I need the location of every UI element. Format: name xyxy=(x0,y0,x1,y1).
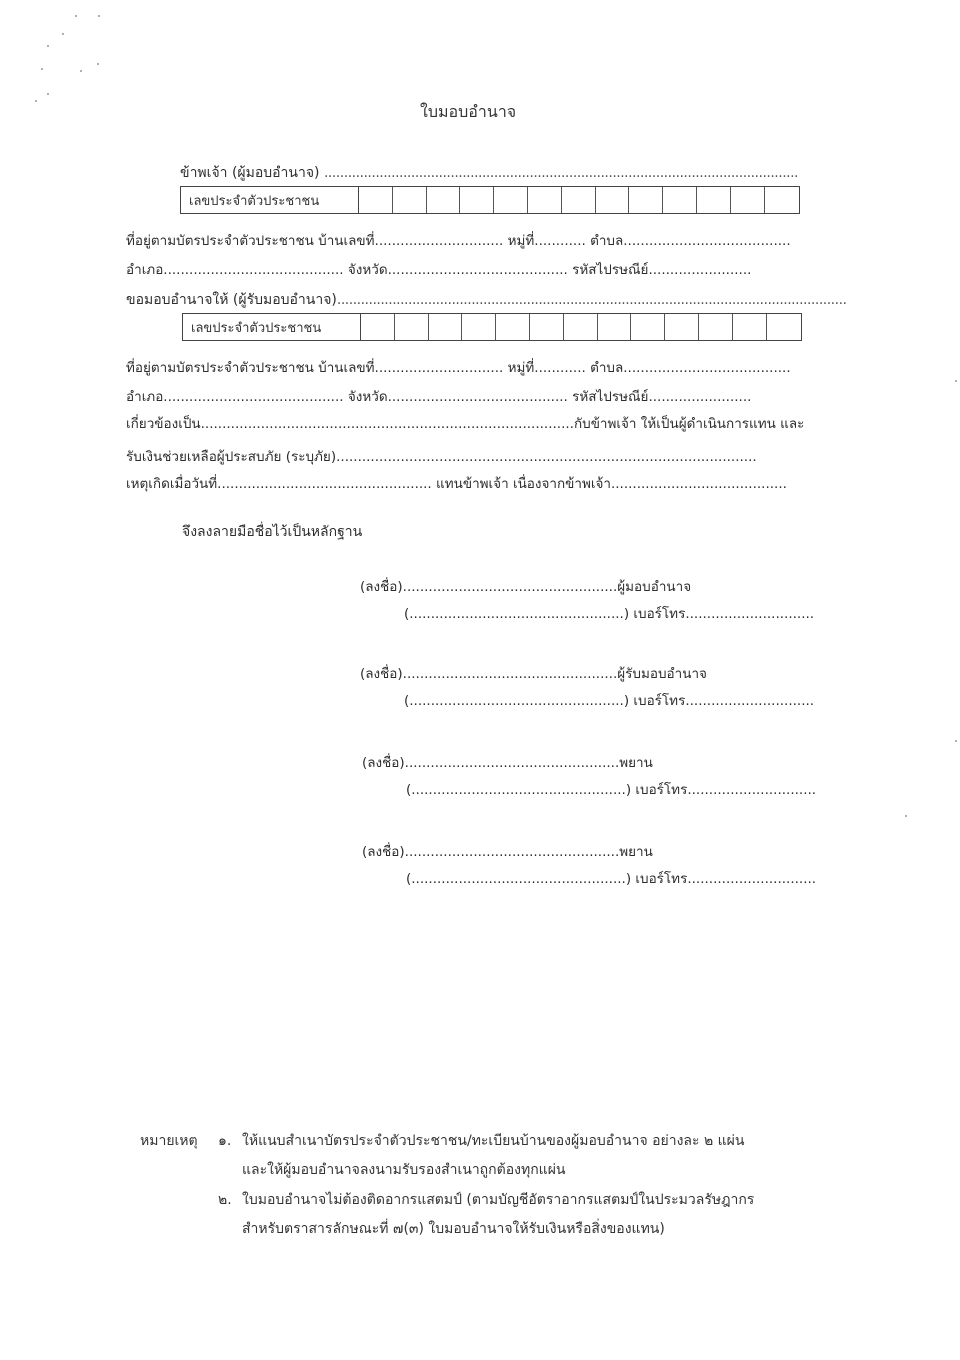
id-digit-cell[interactable] xyxy=(361,314,395,340)
grantee-address-line-1[interactable]: ที่อยู่ตามบัตรประจำตัวประชาชน บ้านเลขที่.............................. หมู่ที่............ ตำบล....................................... xyxy=(126,360,791,376)
id-digit-cell[interactable] xyxy=(530,314,564,340)
name-phone-witness-1[interactable]: (..................................................) เบอร์โทร.............................. xyxy=(406,782,817,798)
scan-speck xyxy=(47,93,49,95)
id-digit-cell[interactable] xyxy=(699,314,733,340)
note-2-line-1: ใบมอบอำนาจไม่ต้องติดอากรแสตมป์ (ตามบัญชีอัตราอากรแสตมป์ในประมวลรัษฎากร xyxy=(242,1192,755,1208)
signature-witness-2[interactable]: (ลงชื่อ)..................................................พยาน xyxy=(362,844,653,860)
scan-speck xyxy=(955,740,957,742)
id-digit-cell[interactable] xyxy=(562,187,596,213)
id-digit-cell[interactable] xyxy=(665,314,699,340)
scan-speck xyxy=(955,380,957,382)
id-digit-cell[interactable] xyxy=(496,314,530,340)
signature-witness-1[interactable]: (ลงชื่อ)..................................................พยาน xyxy=(362,755,653,771)
grantor-line xyxy=(180,163,798,183)
scan-speck xyxy=(35,100,37,102)
id-digit-cell[interactable] xyxy=(395,314,429,340)
id-digit-cell[interactable] xyxy=(629,187,663,213)
id-digit-cell[interactable] xyxy=(359,187,393,213)
name-phone-witness-2[interactable]: (..................................................) เบอร์โทร.............................. xyxy=(406,871,817,887)
grantor-id-label: เลขประจำตัวประชาชน xyxy=(181,187,359,213)
signature-grantor[interactable]: (ลงชื่อ)..................................................ผู้มอบอำนาจ xyxy=(360,579,692,595)
id-digit-cell[interactable] xyxy=(767,314,801,340)
id-digit-cell[interactable] xyxy=(427,187,461,213)
scan-speck xyxy=(47,45,49,47)
grantee-name-field[interactable]: ................................................................................................................................. xyxy=(336,292,847,308)
id-digit-cell[interactable] xyxy=(596,187,630,213)
id-digit-cell[interactable] xyxy=(429,314,463,340)
id-digit-cell[interactable] xyxy=(731,187,765,213)
note-2-line-2: สำหรับตราสารลักษณะที่ ๗(๓) ใบมอบอำนาจให้รับเงินหรือสิ่งของแทน) xyxy=(242,1221,665,1237)
note-1-line-2: และให้ผู้มอบอำนาจลงนามรับรองสำเนาถูกต้องทุกแผ่น xyxy=(242,1162,566,1178)
scan-speck xyxy=(80,70,82,72)
note-2-number: ๒. xyxy=(218,1192,232,1208)
evidence-statement: จึงลงลายมือชื่อไว้เป็นหลักฐาน xyxy=(182,524,363,540)
scan-speck xyxy=(41,68,43,70)
id-digit-cell[interactable] xyxy=(663,187,697,213)
id-digit-cell[interactable] xyxy=(564,314,598,340)
id-digit-cell[interactable] xyxy=(733,314,767,340)
name-phone-grantor[interactable]: (..................................................) เบอร์โทร.............................. xyxy=(404,606,815,622)
signature-grantee[interactable]: (ลงชื่อ)..................................................ผู้รับมอบอำนาจ xyxy=(360,666,707,682)
scan-speck xyxy=(98,15,100,17)
id-digit-cell[interactable] xyxy=(462,314,496,340)
id-digit-cell[interactable] xyxy=(460,187,494,213)
scan-speck xyxy=(62,33,64,35)
grantee-line xyxy=(126,290,846,310)
id-digit-cell[interactable] xyxy=(528,187,562,213)
scan-speck xyxy=(97,63,99,65)
grantee-address-line-2[interactable]: อำเภอ.......................................... จังหวัด.......................................... รหัสไปรษณีย์........................ xyxy=(126,389,752,405)
disaster-aid-line[interactable]: รับเงินช่วยเหลือผู้ประสบภัย (ระบุภัย).................................................................................................. xyxy=(126,449,757,465)
grantee-id-label: เลขประจำตัวประชาชน xyxy=(183,314,361,340)
id-digit-cell[interactable] xyxy=(631,314,665,340)
scan-speck xyxy=(75,15,77,17)
grantor-address-line-2[interactable]: อำเภอ.......................................... จังหวัด.......................................... รหัสไปรษณีย์........................ xyxy=(126,262,752,278)
grantor-address-line-1[interactable]: ที่อยู่ตามบัตรประจำตัวประชาชน บ้านเลขที่.............................. หมู่ที่............ ตำบล....................................... xyxy=(126,233,791,249)
incident-date-line[interactable]: เหตุเกิดเมื่อวันที่.................................................. แทนข้าพเจ้า เนื่องจากข้าพเจ้า......................................... xyxy=(126,476,787,492)
grantor-name-field[interactable]: ........................................................................................................................ xyxy=(323,165,798,181)
note-1-line-1: ให้แนบสำเนาบัตรประจำตัวประชาชน/ทะเบียนบ้านของผู้มอบอำนาจ อย่างละ ๒ แผ่น xyxy=(242,1133,745,1149)
notes-label: หมายเหตุ xyxy=(140,1133,198,1149)
id-digit-cell[interactable] xyxy=(393,187,427,213)
grantee-id-box xyxy=(182,313,802,341)
id-digit-cell[interactable] xyxy=(598,314,632,340)
note-1-number: ๑. xyxy=(218,1133,232,1149)
id-digit-cell[interactable] xyxy=(697,187,731,213)
scan-speck xyxy=(905,815,907,817)
id-digit-cell[interactable] xyxy=(765,187,799,213)
name-phone-grantee[interactable]: (..................................................) เบอร์โทร.............................. xyxy=(404,693,815,709)
relation-line[interactable]: เกี่ยวข้องเป็น.......................................................................................กับข้าพเจ้า ให้เป็นผู้ดำเนินการแทน และ xyxy=(126,416,805,432)
grantor-id-box xyxy=(180,186,800,214)
document-title: ใบมอบอำนาจ xyxy=(420,102,517,121)
grantee-label: ขอมอบอำนาจให้ (ผู้รับมอบอำนาจ) xyxy=(126,292,337,308)
id-digit-cell[interactable] xyxy=(494,187,528,213)
grantor-label: ข้าพเจ้า (ผู้มอบอำนาจ) xyxy=(180,165,320,181)
